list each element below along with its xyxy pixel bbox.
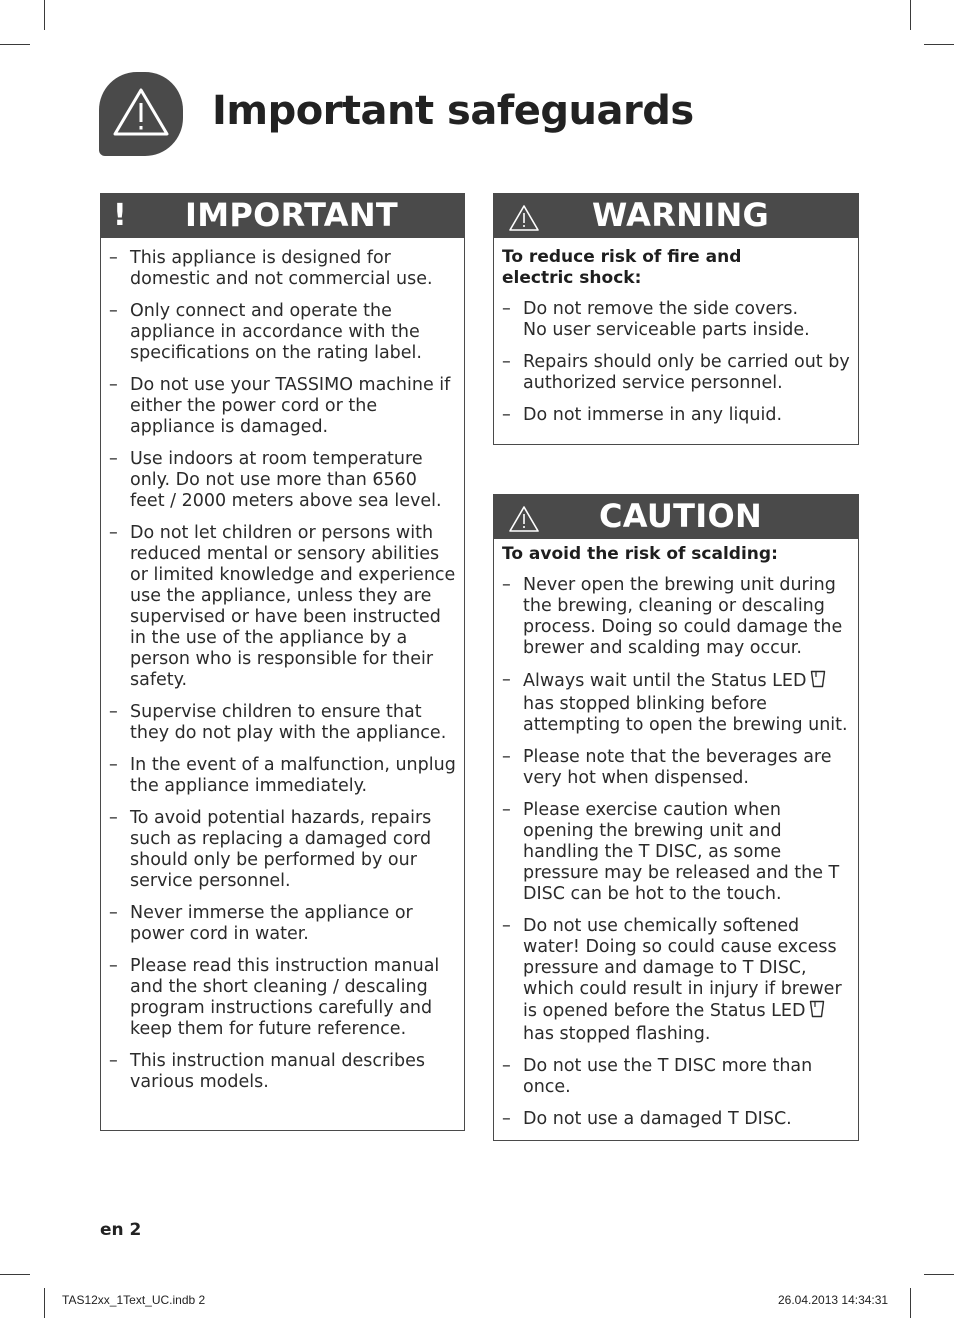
page-number: en 2 [100,1220,142,1240]
list-item: – Please read this instruction manual and the short cleaning / descaling program instructions carefully and keep them for future reference. [109,956,456,1040]
list-item-text: Always wait until the Status LED [523,671,807,691]
list-item: – This appliance is designed for domestic and not commercial use. [109,248,456,290]
list-item: – Do not use a damaged T DISC. [502,1109,850,1130]
list-item: – Never open the brewing unit during the brewing, cleaning or descaling process. Doing so could damage the brewer and scalding may occur. [502,575,850,659]
list-item: – Do not use the T DISC more than once. [502,1056,850,1098]
list-item: – Do not use your TASSIMO machine if either the power cord or the appliance is damaged. [109,375,456,438]
list-item: – Only connect and operate the appliance in accordance with the specifications on the rating label. [109,301,456,364]
crop-mark [910,0,911,30]
important-box [100,193,465,1131]
warning-list [502,299,850,426]
crop-mark [924,1274,954,1275]
mug-icon [810,670,826,694]
crop-mark [44,0,45,30]
caution-header [494,495,858,539]
caution-intro: To avoid the risk of scalding: [502,544,778,564]
list-item: – Please note that the beverages are very hot when dispensed. [502,747,850,789]
list-item-text: has stopped blinking before attempting to open the brewing unit. [523,694,848,735]
crop-mark [910,1288,911,1318]
list-item: – Supervise children to ensure that they do not play with the appliance. [109,702,456,744]
warning-triangle-icon [99,72,183,156]
list-item: – Repairs should only be carried out by authorized service personnel. [502,352,850,394]
list-item: – Do not remove the side covers. No user serviceable parts inside. [502,299,850,341]
important-header [101,194,464,238]
warning-box [493,193,859,445]
page-title: Important safeguards [212,88,694,134]
list-item-text: has stopped flashing. [523,1024,711,1044]
list-item [502,916,850,1045]
list-item: – In the event of a malfunction, unplug the appliance immediately. [109,755,456,797]
warning-intro: To reduce risk of fire and electric shock: [502,247,742,288]
slug-date: 26.04.2013 14:34:31 [778,1293,889,1307]
list-item: – Please exercise caution when opening the brewing unit and handling the T DISC, as some pressure may be released and the T DISC can be hot to the touch. [502,800,850,905]
list-item [502,670,850,736]
list-item: – Use indoors at room temperature only. Do not use more than 6560 feet / 2000 meters above sea level. [109,449,456,512]
list-item: – Never immerse the appliance or power cord in water. [109,903,456,945]
list-item: – Do not let children or persons with reduced mental or sensory abilities or limited knowledge and experience use the appliance, unless they are supervised or have been instructed in the use of the appliance by a person who is responsible for their safety. [109,523,456,691]
caution-title: CAUTION [599,497,763,535]
list-item: – To avoid potential hazards, repairs such as replacing a damaged cord should only be performed by our service personnel. [109,808,456,892]
crop-mark [0,1274,30,1275]
crop-mark [44,1288,45,1318]
crop-mark [0,44,30,45]
caution-list [502,575,850,1130]
crop-mark [924,44,954,45]
warning-title: WARNING [592,196,770,234]
caution-box [493,494,859,1141]
list-item: – Do not immerse in any liquid. [502,405,850,426]
important-list [109,248,456,1093]
mug-icon [809,1000,825,1024]
warning-header [494,194,858,238]
important-title: IMPORTANT [185,196,399,234]
slug-file: TAS12xx_1Text_UC.indb 2 [62,1293,206,1307]
list-item-text: Do not use chemically softened water! Doing so could cause excess pressure and damage to T DISC, which could result in injury if brewer is opened before the Status LED [523,916,842,1021]
list-item: – This instruction manual describes various models. [109,1051,456,1093]
exclamation-icon: ! [113,198,127,233]
